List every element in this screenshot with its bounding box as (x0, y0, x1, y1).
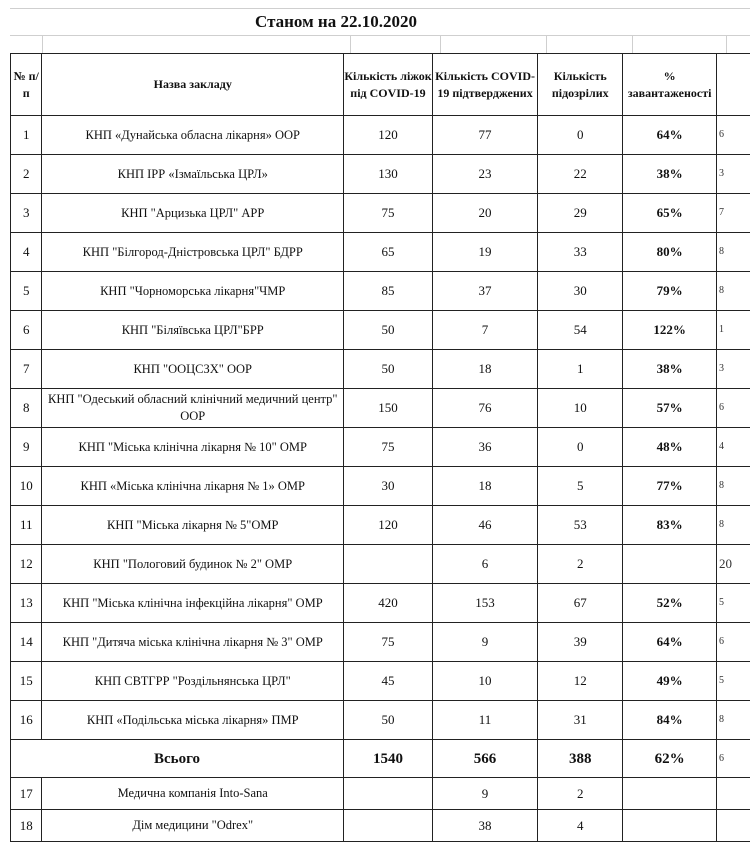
header-load: % завантаженості (623, 54, 717, 116)
extra-cell: 8 (717, 506, 750, 545)
grid-line (350, 35, 351, 53)
total-load: 62% (623, 740, 717, 778)
confirmed-cell: 6 (432, 545, 537, 584)
name-cell: КНП "Дитяча міська клінічна лікарня № 3" ОМР (42, 623, 344, 662)
beds-cell (344, 778, 433, 810)
num-cell: 7 (11, 350, 42, 389)
table-row (11, 233, 750, 272)
load-cell: 38% (623, 350, 717, 389)
suspected-cell: 53 (538, 506, 623, 545)
beds-cell: 65 (344, 233, 433, 272)
confirmed-cell: 37 (432, 272, 537, 311)
beds-cell: 50 (344, 701, 433, 740)
num-cell: 15 (11, 662, 42, 701)
load-cell: 79% (623, 272, 717, 311)
total-confirmed: 566 (432, 740, 537, 778)
name-cell: КНП "Одеський обласний клінічний медичний центр" ООР (42, 389, 344, 428)
header-suspected: Кількість підозрілих (538, 54, 623, 116)
total-suspected: 388 (538, 740, 623, 778)
table-row (11, 389, 750, 428)
confirmed-cell: 38 (432, 810, 537, 842)
confirmed-cell: 9 (432, 778, 537, 810)
load-cell: 84% (623, 701, 717, 740)
suspected-cell: 12 (538, 662, 623, 701)
suspected-cell: 0 (538, 116, 623, 155)
extra-cell: 8 (717, 233, 750, 272)
name-cell: КНП "Міська клінічна інфекційна лікарня" ОМР (42, 584, 344, 623)
beds-cell (344, 810, 433, 842)
extra-cell: 6 (717, 623, 750, 662)
confirmed-cell: 23 (432, 155, 537, 194)
load-cell: 77% (623, 467, 717, 506)
extra-cell: 4 (717, 428, 750, 467)
num-cell: 18 (11, 810, 42, 842)
confirmed-cell: 10 (432, 662, 537, 701)
beds-cell: 75 (344, 194, 433, 233)
name-cell: КНП СВТГРР "Роздільнянська ЦРЛ" (42, 662, 344, 701)
suspected-cell: 39 (538, 623, 623, 662)
suspected-cell: 30 (538, 272, 623, 311)
confirmed-cell: 153 (432, 584, 537, 623)
beds-cell: 50 (344, 350, 433, 389)
beds-cell: 120 (344, 116, 433, 155)
grid-line (632, 35, 633, 53)
extra-cell: 7 (717, 194, 750, 233)
extra-cell: 6 (717, 116, 750, 155)
name-cell: КНП "ООЦСЗХ" ООР (42, 350, 344, 389)
name-cell: Дім медицини "Odrex" (42, 810, 344, 842)
name-cell: Медична компанія Into-Sana (42, 778, 344, 810)
name-cell: КНП "Міська лікарня № 5"ОМР (42, 506, 344, 545)
confirmed-cell: 76 (432, 389, 537, 428)
confirmed-cell: 19 (432, 233, 537, 272)
num-cell: 1 (11, 116, 42, 155)
confirmed-cell: 7 (432, 311, 537, 350)
confirmed-cell: 46 (432, 506, 537, 545)
suspected-cell: 0 (538, 428, 623, 467)
num-cell: 10 (11, 467, 42, 506)
total-beds: 1540 (344, 740, 433, 778)
suspected-cell: 29 (538, 194, 623, 233)
suspected-cell: 33 (538, 233, 623, 272)
name-cell: КНП "Пологовий будинок № 2" ОМР (42, 545, 344, 584)
load-cell: 64% (623, 116, 717, 155)
load-cell: 49% (623, 662, 717, 701)
header-row (11, 54, 750, 116)
hospital-table (10, 53, 750, 842)
table-row (11, 701, 750, 740)
table-row (11, 584, 750, 623)
suspected-cell: 2 (538, 545, 623, 584)
table-row (11, 545, 750, 584)
confirmed-cell: 18 (432, 350, 537, 389)
load-cell: 65% (623, 194, 717, 233)
suspected-cell: 22 (538, 155, 623, 194)
header-name: Назва закладу (42, 54, 344, 116)
table-row (11, 311, 750, 350)
name-cell: КНП «Міська клінічна лікарня № 1» ОМР (42, 467, 344, 506)
num-cell: 16 (11, 701, 42, 740)
num-cell: 12 (11, 545, 42, 584)
suspected-cell: 31 (538, 701, 623, 740)
load-cell: 80% (623, 233, 717, 272)
beds-cell: 130 (344, 155, 433, 194)
table-body (11, 54, 750, 842)
extra-cell: 1 (717, 311, 750, 350)
beds-cell: 30 (344, 467, 433, 506)
table-row (11, 272, 750, 311)
table-row (11, 155, 750, 194)
table-row (11, 623, 750, 662)
document-title: Станом на 22.10.2020 (255, 12, 417, 31)
num-cell: 4 (11, 233, 42, 272)
grid-line (726, 35, 727, 53)
beds-cell: 50 (344, 311, 433, 350)
name-cell: КНП ІРР «Ізмаїльська ЦРЛ» (42, 155, 344, 194)
extra-cell: 3 (717, 350, 750, 389)
load-cell: 57% (623, 389, 717, 428)
confirmed-cell: 18 (432, 467, 537, 506)
num-cell: 13 (11, 584, 42, 623)
header-beds: Кількість ліжок під COVID-19 (344, 54, 433, 116)
suspected-cell: 1 (538, 350, 623, 389)
table-row (11, 194, 750, 233)
load-cell: 38% (623, 155, 717, 194)
extra-cell (717, 778, 750, 810)
suspected-cell: 2 (538, 778, 623, 810)
beds-cell: 45 (344, 662, 433, 701)
title-row (10, 8, 750, 36)
load-cell: 52% (623, 584, 717, 623)
num-cell: 2 (11, 155, 42, 194)
name-cell: КНП "Чорноморська лікарня"ЧМР (42, 272, 344, 311)
suspected-cell: 4 (538, 810, 623, 842)
num-cell: 6 (11, 311, 42, 350)
load-cell (623, 810, 717, 842)
suspected-cell: 67 (538, 584, 623, 623)
header-confirmed: Кількість COVID-19 підтверджених (432, 54, 537, 116)
name-cell: КНП «Подільська міська лікарня» ПМР (42, 701, 344, 740)
num-cell: 8 (11, 389, 42, 428)
load-cell: 122% (623, 311, 717, 350)
num-cell: 17 (11, 778, 42, 810)
load-cell (623, 778, 717, 810)
total-label: Всього (11, 740, 344, 778)
table-row (11, 810, 750, 842)
beds-cell (344, 545, 433, 584)
suspected-cell: 10 (538, 389, 623, 428)
table-row (11, 506, 750, 545)
beds-cell: 120 (344, 506, 433, 545)
num-cell: 14 (11, 623, 42, 662)
table-row (11, 116, 750, 155)
confirmed-cell: 11 (432, 701, 537, 740)
name-cell: КНП "Білгород-Дністровська ЦРЛ" БДРР (42, 233, 344, 272)
extra-cell: 5 (717, 662, 750, 701)
beds-cell: 75 (344, 428, 433, 467)
confirmed-cell: 9 (432, 623, 537, 662)
name-cell: КНП "Арцизька ЦРЛ" АРР (42, 194, 344, 233)
extra-cell: 5 (717, 584, 750, 623)
extra-cell: 8 (717, 701, 750, 740)
beds-cell: 150 (344, 389, 433, 428)
extra-cell: 3 (717, 155, 750, 194)
extra-cell: 20 (717, 545, 750, 584)
extra-cell: 8 (717, 272, 750, 311)
name-cell: КНП "Міська клінічна лікарня № 10" ОМР (42, 428, 344, 467)
load-cell: 83% (623, 506, 717, 545)
table-row (11, 662, 750, 701)
beds-cell: 75 (344, 623, 433, 662)
table-row (11, 428, 750, 467)
extra-cell (717, 810, 750, 842)
load-cell (623, 545, 717, 584)
table-row (11, 778, 750, 810)
extra-cell: 6 (717, 389, 750, 428)
table-row (11, 350, 750, 389)
num-cell: 3 (11, 194, 42, 233)
total-row (11, 740, 750, 778)
suspected-cell: 54 (538, 311, 623, 350)
num-cell: 5 (11, 272, 42, 311)
load-cell: 48% (623, 428, 717, 467)
spacer-row (10, 35, 750, 54)
confirmed-cell: 77 (432, 116, 537, 155)
grid-line (440, 35, 441, 53)
num-cell: 9 (11, 428, 42, 467)
extra-cell: 8 (717, 467, 750, 506)
extra-header-cell (717, 54, 750, 116)
name-cell: КНП "Біляївська ЦРЛ"БРР (42, 311, 344, 350)
num-cell: 11 (11, 506, 42, 545)
table-row (11, 467, 750, 506)
name-cell: КНП «Дунайська обласна лікарня» ООР (42, 116, 344, 155)
confirmed-cell: 36 (432, 428, 537, 467)
beds-cell: 420 (344, 584, 433, 623)
beds-cell: 85 (344, 272, 433, 311)
suspected-cell: 5 (538, 467, 623, 506)
load-cell: 64% (623, 623, 717, 662)
grid-line (546, 35, 547, 53)
confirmed-cell: 20 (432, 194, 537, 233)
header-num: № п/п (11, 54, 42, 116)
grid-line (42, 35, 43, 53)
total-extra: 6 (717, 740, 750, 778)
